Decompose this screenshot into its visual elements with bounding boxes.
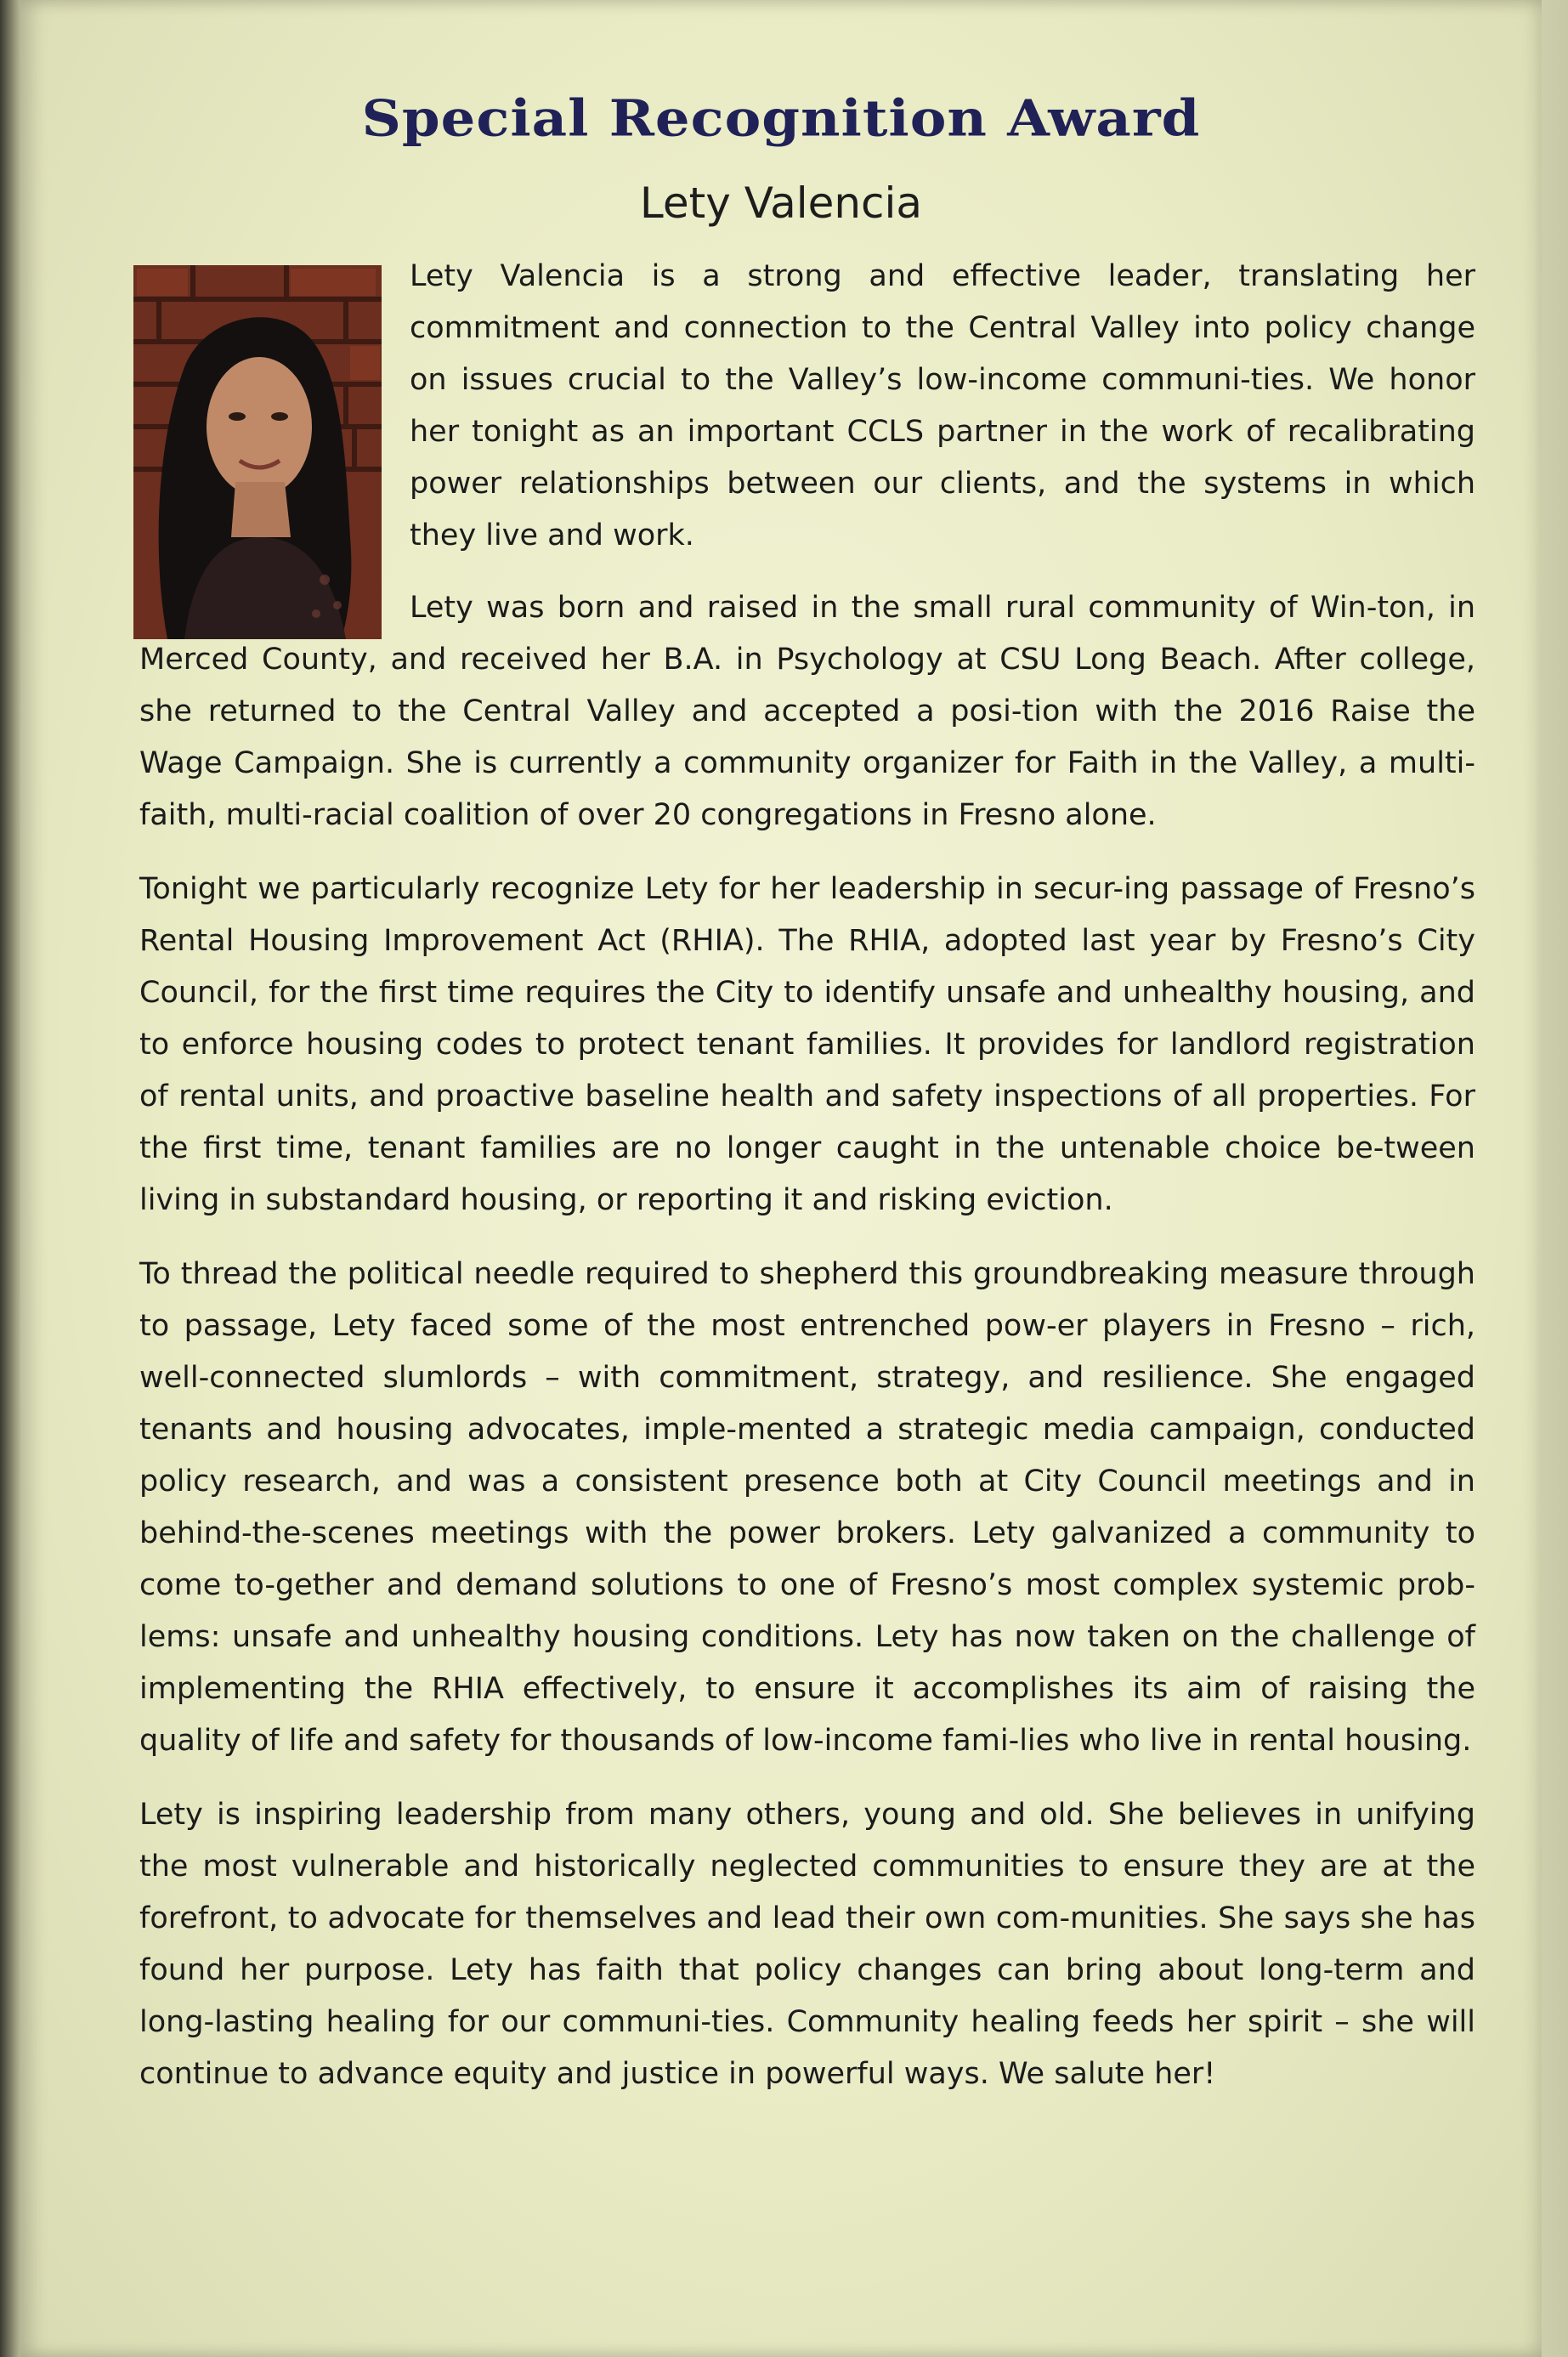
award-title: Special Recognition Award <box>361 89 1201 148</box>
award-page <box>20 0 1542 2357</box>
honoree-name: Lety Valencia <box>639 178 923 228</box>
paragraph-campaign: To thread the political needle required to shepherd this groundbreaking measure through to passage, Lety faced some of the most entrenched pow-er players in Fresno – rich, well-connected slumlords – with commitment, strategy, and resilience. She engaged tenants and housing advocates, imple-mented a strategic media campaign, conducted policy research, and was a consistent presence both at City Council meetings and in behind-the-scenes meetings with the power brokers. Lety galvanized a community to come to-gether and demand solutions to one of Fresno’s most complex systemic prob-lems: unsafe and unhealthy housing conditions. Lety has now taken on the challenge of implementing the RHIA effectively, to ensure it accomplishes its aim of raising the quality of life and safety for thousands of low-income fami-lies who live in rental housing. <box>139 1257 1475 1758</box>
photo-spacer <box>139 251 410 615</box>
award-body <box>139 251 1475 2122</box>
paragraph-rhia: Tonight we particularly recognize Lety for her leadership in secur-ing passage of Fresno’s Rental Housing Improvement Act (RHIA). The RHIA, adopted last year by Fresno’s City Council, for the first time requires the City to identify unsafe and unhealthy housing, and to enforce housing codes to protect tenant families. It provides for landlord registration of rental units, and proactive baseline health and safety inspections of all properties. For the first time, tenant families are no longer caught in the untenable choice be-tween living in substandard housing, or reporting it and risking eviction. <box>139 872 1475 1217</box>
paragraph-intro: Lety Valencia is a strong and effective leader, translating her commitment and connection to the Central Valley into policy change on issues crucial to the Valley’s low-income communi-ties. We honor her tonight as an important CCLS partner in the work of recalibrating power relationships between our clients, and the systems in which they live and work. <box>410 259 1475 552</box>
paragraph-closing: Lety is inspiring leadership from many others, young and old. She believes in unifying the most vulnerable and historically neglected communities to ensure they are at the forefront, to advocate for themselves and lead their own com-munities. She says she has found her purpose. Lety has faith that policy changes can bring about long-term and long-lasting healing for our communi-ties. Community healing feeds her spirit – she will continue to advance equity and justice in powerful ways. We salute her! <box>139 1798 1475 2091</box>
paragraph-background: Lety was born and raised in the small rural community of Win-ton, in Merced County, and received her B.A. in Psychology at CSU Long Beach. After college, she returned to the Central Valley and accepted a posi-tion with the 2016 Raise the Wage Campaign. She is currently a community organizer for Faith in the Valley, a multi-faith, multi-racial coalition of over 20 congregations in Fresno alone. <box>139 591 1475 832</box>
